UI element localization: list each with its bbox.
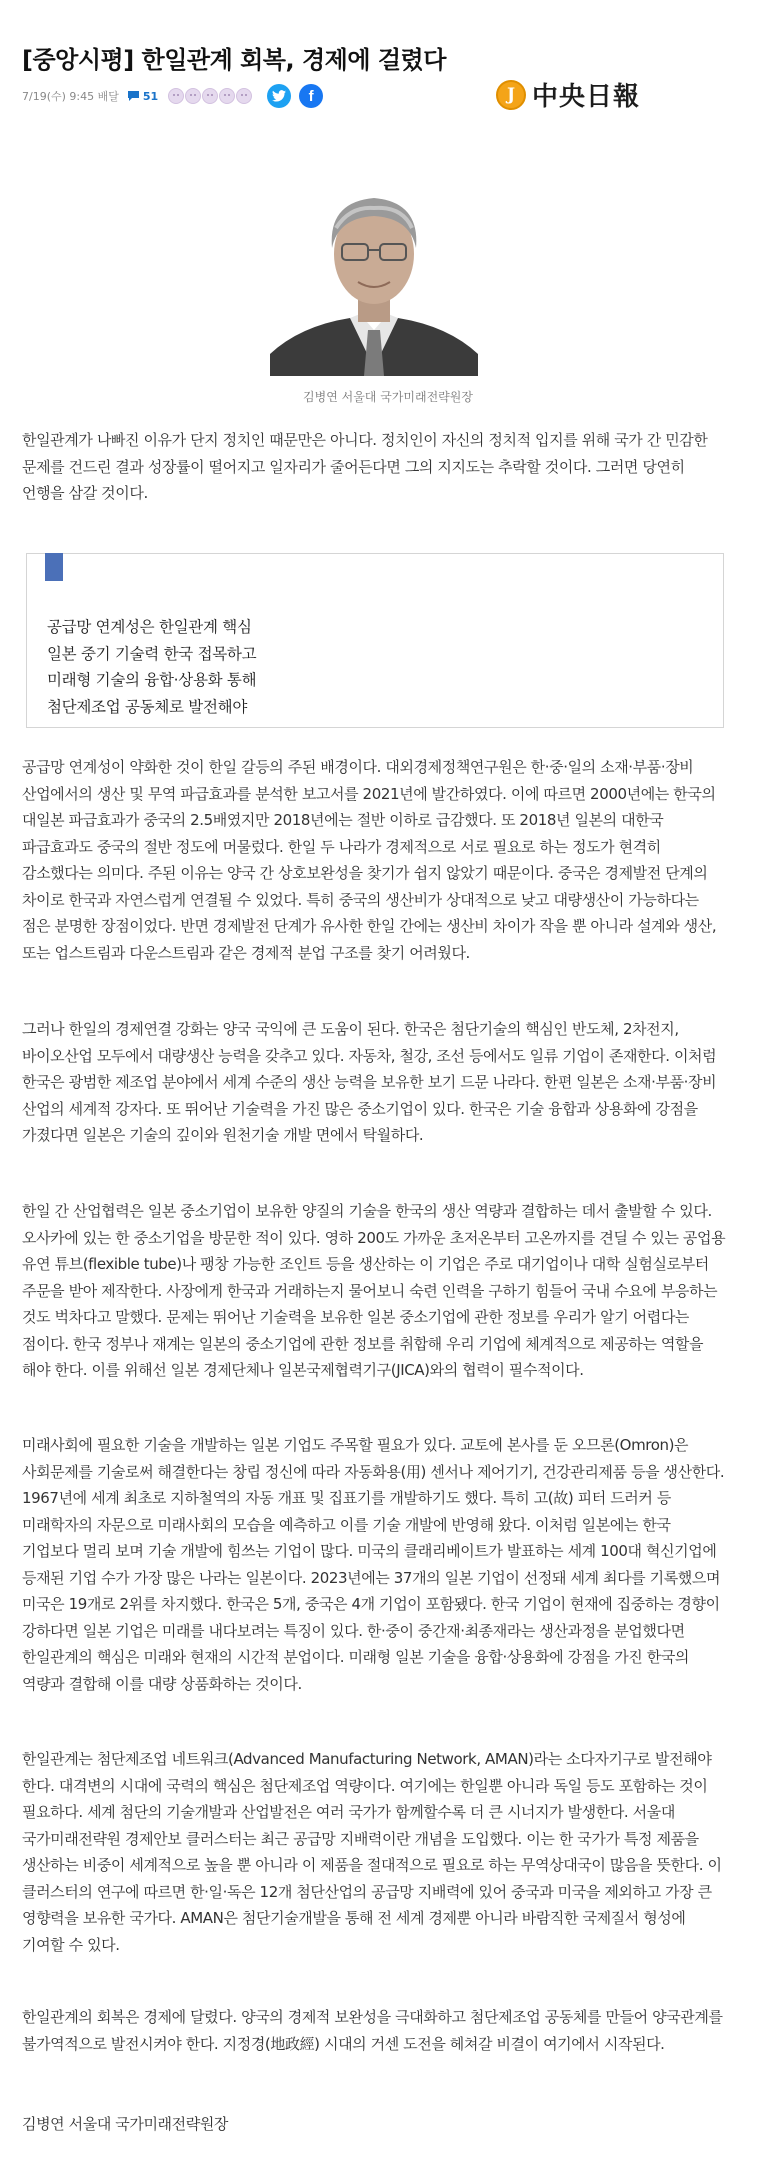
body-paragraph: 한일관계의 회복은 경제에 달렸다. 양국의 경제적 보완성을 극대화하고 첨단제조업 공동체를 만들어 양국관계를 불가역적으로 발전시켜야 한다. 지정경(地政經) 시대의 거센 도전을 헤쳐갈 비결이 여기에서 시작된다. bbox=[22, 2008, 723, 2053]
publisher-logo-mark: J bbox=[496, 80, 526, 110]
author-signature: 김병연 서울대 국가미래전략원장 bbox=[22, 2115, 228, 2133]
summary-accent bbox=[45, 553, 63, 581]
body-paragraph: 미래사회에 필요한 기술을 개발하는 일본 기업도 주목할 필요가 있다. 교토에 본사를 둔 오므론(Omron)은 사회문제를 기술로써 해결한다는 창립 정신에 따라 자동화용(用) 센서나 제어기기, 건강관리제품 등을 생산한다. 1967년에 세계 최초로 지하철역의 자동 개표 및 집표기를 개발하기도 했다. 특히 고(故) 피터 드러커 등 미래학자의 자문으로 미래사회의 모습을 예측하고 이를 기술 개발에 반영해 왔다. 이처럼 일본에는 한국 기업보다 멀리 보며 기술 개발에 힘쓰는 기업이 많다. 미국의 클래리베이트가 발표하는 세계 100대 혁신기업에 등재된 기업 수가 가장 많은 나라는 일본이다. 2023년에는 37개의 일본 기업이 선정돼 세계 최다를 기록했으며 미국은 19개로 2위를 차지했다. 한국은 5개, 중국은 4개 기업이 포함됐다. 한국 기업이 현재에 집중하는 경향이 강하다면 일본 기업은 미래를 내다보려는 특징이 있다. 한·중이 중간재·최종재라는 생산과정을 분업했다면 한일관계의 핵심은 미래와 현재의 시간적 분업이다. 미래형 일본 기술을 융합·상용화에 강점을 가진 한국의 역량과 결합해 이를 대량 상품화하는 것이다. bbox=[22, 1436, 725, 1693]
body-paragraph: 한일 간 산업협력은 일본 중소기업이 보유한 양질의 기술을 한국의 생산 역량과 결합하는 데서 출발할 수 있다. 오사카에 있는 한 중소기업을 방문한 적이 있다. 영하 200도 가까운 초저온부터 고온까지를 견딜 수 있는 공업용 유연 튜브(flexible tube)나 팽창 가능한 조인트 등을 생산하는 이 기업은 주로 대기업이나 대학 실험실로부터 주문을 받아 제작한다. 사장에게 한국과 거래하는지 물어보니 숙련 인력을 구하기 힘들어 국내 수요에 부응하는 것도 벅차다고 말했다. 문제는 뛰어난 기술력을 보유한 일본 중소기업에 관한 정보를 우리가 알기 어렵다는 점이다. 한국 정부나 재계는 일본의 중소기업에 관한 정보를 취합해 우리 기업에 체계적으로 제공하는 역할을 해야 한다. 이를 위해선 일본 경제단체나 일본국제협력기구(JICA)와의 협력이 필수적이다. bbox=[22, 1202, 726, 1379]
facebook-icon: f bbox=[308, 87, 314, 105]
publisher-logo[interactable] bbox=[496, 76, 640, 113]
reaction-emoji-icon[interactable] bbox=[185, 88, 201, 104]
article-meta bbox=[22, 84, 331, 108]
summary-box bbox=[26, 553, 724, 728]
reaction-emoji-icon[interactable] bbox=[202, 88, 218, 104]
twitter-share-button[interactable] bbox=[267, 84, 291, 108]
reaction-emoji-icon[interactable] bbox=[168, 88, 184, 104]
twitter-icon bbox=[272, 90, 286, 102]
body-paragraph: 한일관계는 첨단제조업 네트워크(Advanced Manufacturing Network, AMAN)라는 소다자기구로 발전해야 한다. 대격변의 시대에 국력의 핵심은 첨단제조업 역량이다. 여기에는 한일뿐 아니라 독일 등도 포함하는 것이 필요하다. 세계 첨단의 기술개발과 산업발전은 여러 국가가 함께할수록 더 큰 시너지가 발생한다. 서울대 국가미래전략원 경제안보 클러스터는 최근 공급망 지배력이란 개념을 도입했다. 이는 한 국가가 특정 제품을 생산하는 비중이 세계적으로 높을 뿐 아니라 이 제품을 절대적으로 필요로 하는 무역상대국이 많음을 뜻한다. 이 클러스터의 연구에 따르면 한·일·독은 12개 첨단산업의 공급망 지배력에 있어 중국과 미국을 제외하고 가장 큰 영향력을 보유한 국가다. AMAN은 첨단기술개발을 통해 전 세계 경제뿐 아니라 바람직한 국제질서 형성에 기여할 수 있다. bbox=[22, 1750, 722, 1954]
body-paragraph: 공급망 연계성이 약화한 것이 한일 갈등의 주된 배경이다. 대외경제정책연구원은 한·중·일의 소재·부품·장비 산업에서의 생산 및 무역 파급효과를 분석한 보고서를 2021년에 발간하였다. 이에 따르면 2000년에는 한국의 대일본 파급효과가 중국의 2.5배였지만 2018년에는 절반 이하로 급감했다. 또 2018년 일본의 대한국 파급효과도 중국의 절반 정도에 머물렀다. 한일 두 나라가 경제적으로 서로 필요로 하는 정도가 현격히 감소했다는 의미다. 주된 이유는 양국 간 상호보완성을 찾기가 쉽지 않았기 때문이다. 중국은 경제발전 단계의 차이로 한국과 자연스럽게 연결될 수 있었다. 특히 중국의 생산비가 상대적으로 낮고 대량생산이 가능하다는 점은 분명한 장점이었다. 반면 경제발전 단계가 유사한 한일 간에는 생산비 차이가 작을 뿐 아니라 설계와 생산, 또는 업스트림과 다운스트림과 같은 경제적 분업 구조를 찾기 어려웠다. bbox=[22, 758, 717, 962]
comment-link[interactable] bbox=[127, 90, 158, 103]
facebook-share-button[interactable] bbox=[299, 84, 323, 108]
comment-icon bbox=[127, 90, 140, 102]
intro-paragraph: 한일관계가 나빠진 이유가 단지 정치인 때문만은 아니다. 정치인이 자신의 정치적 입지를 위해 국가 간 민감한 문제를 건드린 결과 성장률이 떨어지고 일자리가 줄어든다면 그의 지지도는 추락할 것이다. 그러면 당연히 언행을 삼갈 것이다. bbox=[22, 431, 708, 502]
publisher-name: 中央日報 bbox=[532, 82, 641, 112]
reaction-emoji-icon[interactable] bbox=[219, 88, 235, 104]
photo-caption: 김병연 서울대 국가미래전략원장 bbox=[303, 390, 473, 404]
summary-line: 미래형 기술의 융합·상용화 통해 bbox=[47, 671, 257, 689]
article-headline: [중앙시평] 한일관계 회복, 경제에 걸렸다 bbox=[22, 46, 446, 74]
reaction-emojis[interactable] bbox=[168, 88, 253, 104]
summary-line: 첨단제조업 공동체로 발전해야 bbox=[47, 697, 248, 716]
publish-date: 7/19(수) 9:45 배달 bbox=[22, 90, 119, 103]
reaction-emoji-icon[interactable] bbox=[236, 88, 252, 104]
author-photo bbox=[270, 168, 478, 376]
summary-line: 공급망 연계성은 한일관계 핵심 bbox=[47, 618, 252, 636]
summary-list bbox=[47, 614, 256, 720]
body-paragraph: 그러나 한일의 경제연결 강화는 양국 국익에 큰 도움이 된다. 한국은 첨단기술의 핵심인 반도체, 2차전지, 바이오산업 모두에서 대량생산 능력을 갖추고 있다. 자동차, 철강, 조선 등에서도 일류 기업이 존재한다. 이처럼 한국은 광범한 제조업 분야에서 세계 수준의 생산 능력을 보유한 보기 드문 나라다. 한편 일본은 소재·부품·장비 산업의 세계적 강자다. 또 뛰어난 기술력을 가진 많은 중소기업이 있다. 한국은 기술 융합과 상용화에 강점을 가졌다면 일본은 기술의 깊이와 원천기술 개발 면에서 탁월하다. bbox=[22, 1020, 717, 1144]
summary-line: 일본 중기 기술력 한국 접목하고 bbox=[47, 644, 257, 663]
comment-count: 51 bbox=[142, 89, 159, 103]
